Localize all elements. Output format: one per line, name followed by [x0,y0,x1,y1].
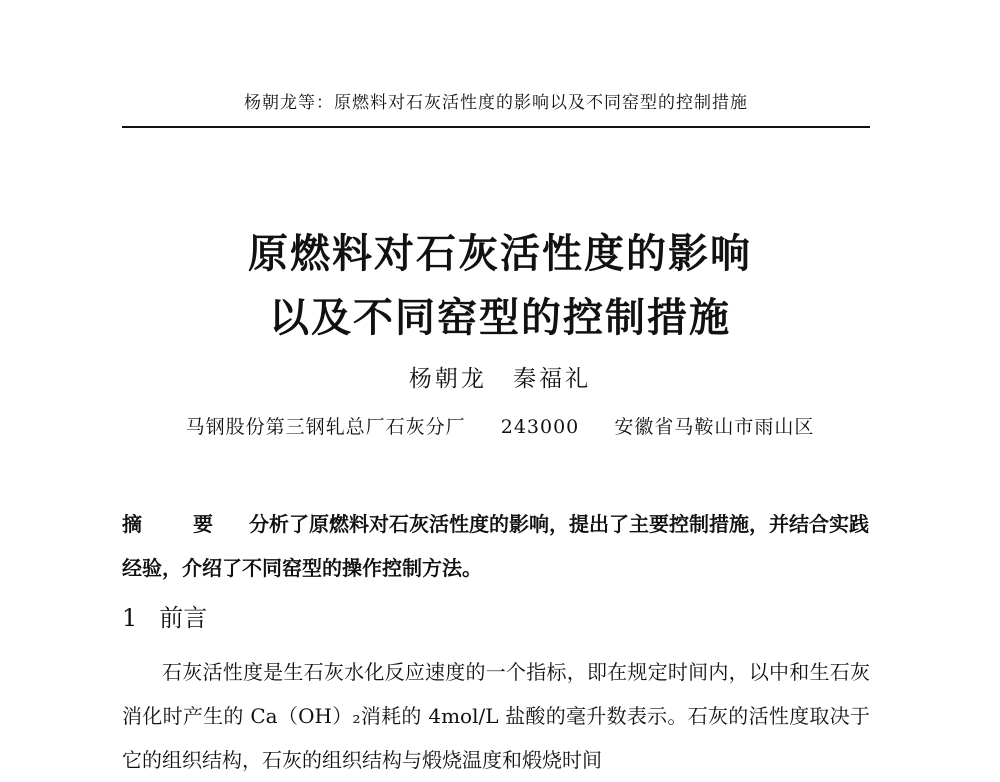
affiliation-org: 马钢股份第三钢轧总厂石灰分厂 [185,416,466,438]
running-header: 杨朝龙等：原燃料对石灰活性度的影响以及不同窑型的控制措施 [244,93,748,113]
paper-title [0,222,1000,350]
body-paragraph: 石灰活性度是生石灰水化反应速度的一个指标，即在规定时间内，以中和生石灰消化时产生的 Ca（OH）₂消耗的 4mol/L 盐酸的毫升数表示。石灰的活性度取决于它的组织结构，石灰的组织结构与煅烧温度和煅烧时间 [122,660,870,772]
section-heading [122,598,207,633]
header-rule [122,126,870,128]
abstract-text: 分析了原燃料对石灰活性度的影响，提出了主要控制措施，并结合实践经验，介绍了不同窑型的操作控制方法。 [122,512,869,580]
affiliation-postcode: 243000 [500,416,580,438]
author-2: 秦福礼 [513,366,592,392]
title-line-1: 原燃料对石灰活性度的影响 [248,231,752,277]
abstract-label: 摘 要 [122,512,235,536]
affiliation [0,412,1000,439]
author-1: 杨朝龙 [408,366,487,392]
abstract [122,502,870,590]
authors [0,360,1000,393]
section-title: 前言 [159,604,208,632]
title-line-2: 以及不同窑型的控制措施 [269,295,731,341]
section-number: 1 [122,604,138,632]
affiliation-location: 安徽省马鞍山市雨山区 [614,416,815,438]
